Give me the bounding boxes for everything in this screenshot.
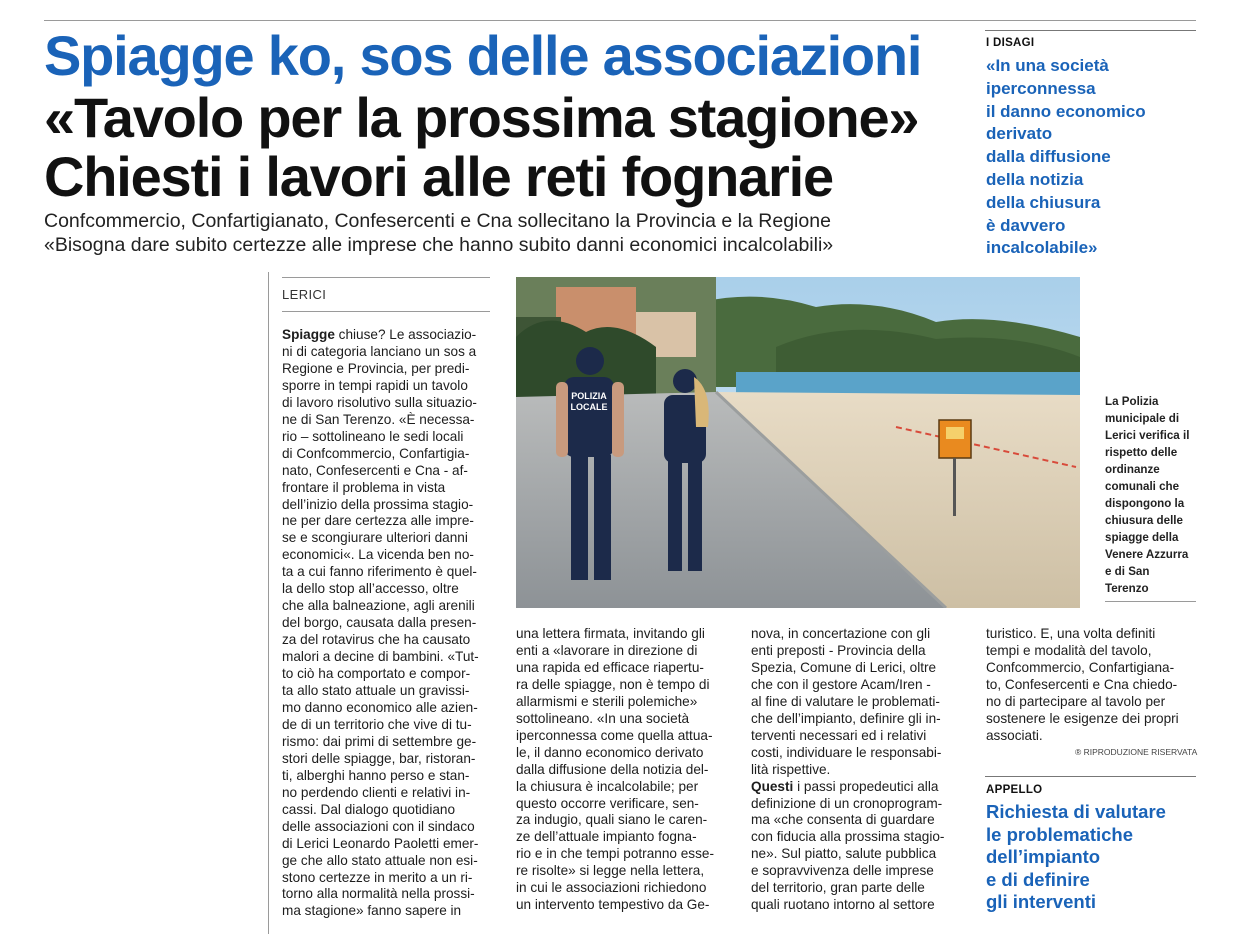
subheadline-line-2: «Bisogna dare subito certezze alle imprese che hanno subito danni economici incalcolabili» [44,234,834,256]
dateline-top-rule [282,277,490,278]
top-rule [44,20,1196,21]
subheadline-line-1: Confcommercio, Confartigianato, Confesercenti e Cna sollecitano la Provincia e la Regione [44,210,831,232]
article-column-4 [986,626,1179,745]
photo-caption: La Polizia municipale di Lerici verifica il rispetto delle ordinanze comunali che dispongono la chiusura delle spiagge della Venere Azzurra e di San Terenzo [1105,395,1190,595]
column-1-lead: Spiagge [282,327,335,342]
column-3-lead: Questi [751,778,794,794]
copyright-notice: ® RIPRODUZIONE RISERVATA [1075,747,1198,757]
beach-police-photo [516,277,1080,608]
column-3-text-1: nova, in concertazione con gli enti preposti - Provincia della Spezia, Comune di Lerici, oltre che con il gestore Acam/Iren - al fine di valutare le problemati- che dell’impianto, definire gli in- terventi necessari ed i relativi costi, individuare le responsabi- lità rispettive. [751,626,942,777]
sidebar-appello-text: Richiesta di valutare le problematiche dell’impianto e di definire gli interventi [986,801,1166,913]
sidebar-bottom-rule [985,776,1196,777]
article-column-1 [282,327,479,920]
sidebar-top-rule [985,30,1196,31]
headline-line-1: Spiagge ko, sos delle associazioni [44,24,922,87]
headline-line-2: «Tavolo per la prossima stagione» [44,86,919,149]
column-divider [268,272,269,934]
article-photo [516,277,1080,608]
caption-rule [1105,601,1196,602]
column-3-text-2: i passi propedeutici alla definizione di un cronoprogram- ma «che consenta di guardare con fiducia alla prossima stagio- ne». Sul piatto, salute pubblica e sopravvivenza delle imprese del territorio, gran parte delle quali ruotano intorno al settore [751,778,945,913]
sidebar-pull-quote: «In una società iperconnessa il danno economico derivato dalla diffusione della notizia della chiusura è davvero incalcolabile» [986,56,1146,258]
column-1-text: chiuse? Le associazio- ni di categoria lanciano un sos a Regione e Provincia, per predi- sporre in tempi rapidi un tavolo di lavoro risolutivo sulla situazio- ne di San Terenzo. «È necessa- rio – sottolineano le sedi locali di Confcommercio, Confartigia- nato, Confesercenti e Cna - af- frontare il problema in vista dell’inizio della prossima stagio- ne per dare certezza alle impre- se e scongiurare ulteriori danni economici«. La vicenda ben no- ta a cui fanno riferimento è quel- la dello stop all’accesso, oltre che alla balneazione, agli arenili del borgo, causata dalla presen- za del rotavirus che ha causato malori a decine di bambini. «Tut- to ciò ha comportato e compor- ta allo stato attuale un gravissi- mo danno economico alle azien- de di un territorio che vive di tu- rismo: dai primi di settembre ge- stori delle spiagge, bar, ristoran- ti, alberghi hanno perso e stan- no perdendo clienti e relativi in- cassi. Dal dialogo quotidiano delle associazioni con il sindaco di Lerici Leonardo Paoletti emer- ge che allo stato attuale non esi- stono certezze in merito a un ri- torno alla normalità nella prossi- ma stagione» fanno sapere in [282,327,479,919]
svg-text:POLIZIA: POLIZIA [571,391,607,401]
sidebar-kicker-disagi: I DISAGI [986,37,1035,49]
sidebar-kicker-appello: APPELLO [986,784,1043,796]
dateline: LERICI [282,287,327,302]
column-4-text: turistico. E, una volta definiti tempi e modalità del tavolo, Confcommercio, Confartigiana- to, Confesercenti e Cna chiedo- no di partecipare al tavolo per sostenere le esigenze dei propri associati. [986,626,1179,743]
dateline-bottom-rule [282,311,490,312]
article-column-3 [751,626,944,914]
article-column-2 [516,626,714,914]
headline-line-3: Chiesti i lavori alle reti fognarie [44,145,833,208]
column-2-text: una lettera firmata, invitando gli enti a «lavorare in direzione di una rapida ed efficace riapertu- ra delle spiagge, non è tempo di allarmismi e sterili polemiche» sottolineano. «In una società iperconnessa come quella attua- le, il danno economico derivato dalla diffusione della notizia del- la chiusura è incalcolabile; per questo occorre verificare, sen- za indugio, quali siano le caren- ze dell’attuale impianto fogna- rio e in che tempi potranno esse- re risolte» si legge nella lettera, in cui le associazioni richiedono un intervento tempestivo da Ge- [516,626,714,913]
svg-text:LOCALE: LOCALE [570,402,608,412]
